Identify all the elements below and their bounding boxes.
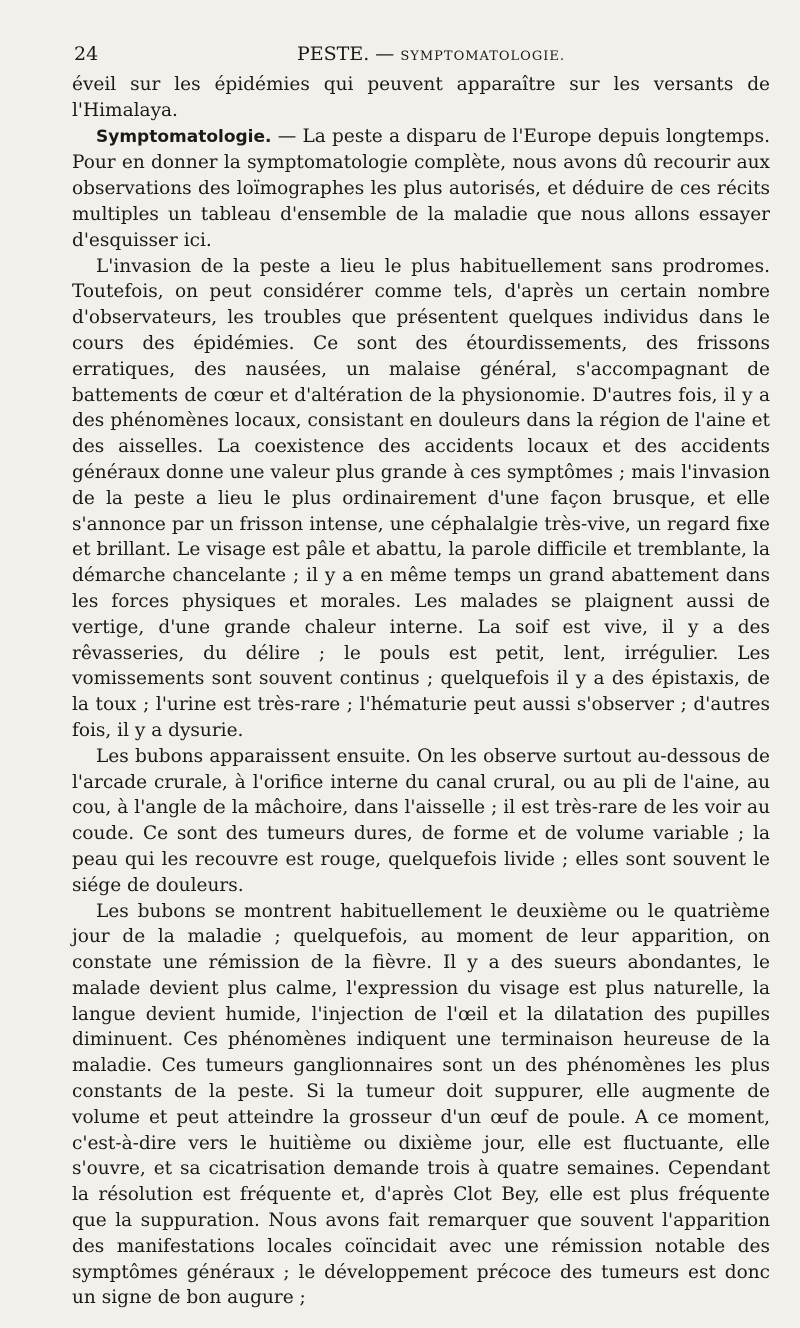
running-title <box>72 36 770 75</box>
running-title-main: PESTE. — <box>297 43 395 65</box>
paragraph-2-text: — La peste a disparu de l'Europe depuis longtemps. Pour en donner la symptomatologie complète, nous avons dû recourir aux observations des loïmographes les plus autorisés, et déduire de ces récits multiples un tableau d'ensemble de la maladie que nous allons essayer d'esquisser ici. <box>72 125 770 251</box>
page-header <box>72 36 770 72</box>
section-heading: Symptomatologie. <box>96 126 272 147</box>
running-title-sub: SYMPTOMATOLOGIE. <box>400 49 565 64</box>
paragraph-3: L'invasion de la peste a lieu le plus habituellement sans prodromes. Toutefois, on peut considérer comme tels, d'après un certain nombre d'observateurs, les troubles que présentent quelques individus dans le cours des épidémies. Ce sont des étourdissements, des frissons erratiques, des nausées, un malaise général, s'accompagnant de battements de cœur et d'altération de la physionomie. D'autres fois, il y a des phénomènes locaux, consistant en douleurs dans la région de l'aine et des aisselles. La coexistence des accidents locaux et des accidents généraux donne une valeur plus grande à ces symptômes ; mais l'invasion de la peste a lieu le plus ordinairement d'une façon brusque, et elle s'annonce par un frisson intense, une céphalalgie très-vive, un regard fixe et brillant. Le visage est pâle et abattu, la parole difficile et tremblante, la démarche chancelante ; il y a en même temps un grand abattement dans les forces physiques et morales. Les malades se plaignent aussi de vertige, d'une grande chaleur interne. La soif est vive, il y a des rêvasseries, du délire ; le pouls est petit, lent, irrégulier. Les vomissements sont souvent continus ; quelquefois il y a des épistaxis, de la toux ; l'urine est très-rare ; l'hématurie peut aussi s'observer ; d'autres fois, il y a dysurie. <box>72 255 770 741</box>
page-number: 24 <box>74 43 99 65</box>
paragraph-1: éveil sur les épidémies qui peuvent apparaître sur les versants de l'Himalaya. <box>72 74 770 121</box>
paragraph-2 <box>72 124 770 254</box>
paragraph-4: Les bubons apparaissent ensuite. On les observe surtout au-dessous de l'arcade crurale, à l'orifice interne du canal crural, ou au pli de l'aine, au cou, à l'angle de la mâchoire, dans l'aisselle ; il est très-rare de les voir au coude. Ce sont des tumeurs dures, de forme et de volume variable ; la peau qui les recouvre est rouge, quelquefois livide ; elles sont souvent le siége de douleurs. <box>72 745 770 896</box>
body-text <box>72 72 770 1311</box>
paragraph-5: Les bubons se montrent habituellement le deuxième ou le quatrième jour de la maladie ; quelquefois, au moment de leur apparition, on constate une rémission de la fièvre. Il y a des sueurs abondantes, le malade devient plus calme, l'expression du visage est plus naturelle, la langue devient humide, l'injection de l'œil et la dilatation des pupilles diminuent. Ces phénomènes indiquent une terminaison heureuse de la maladie. Ces tumeurs ganglionnaires sont un des phénomènes les plus constants de la peste. Si la tumeur doit suppurer, elle augmente de volume et peut atteindre la grosseur d'un œuf de poule. A ce moment, c'est-à-dire vers le huitième ou dixième jour, elle est fluctuante, elle s'ouvre, et sa cicatrisation demande trois à quatre semaines. Cependant la résolution est fréquente et, d'après Clot Bey, elle est plus fréquente que la suppuration. Nous avons fait remarquer que souvent l'apparition des manifestations locales coïncidait avec une rémission notable des symptômes généraux ; le développement précoce des tumeurs est donc un signe de bon augure ; <box>72 900 770 1309</box>
